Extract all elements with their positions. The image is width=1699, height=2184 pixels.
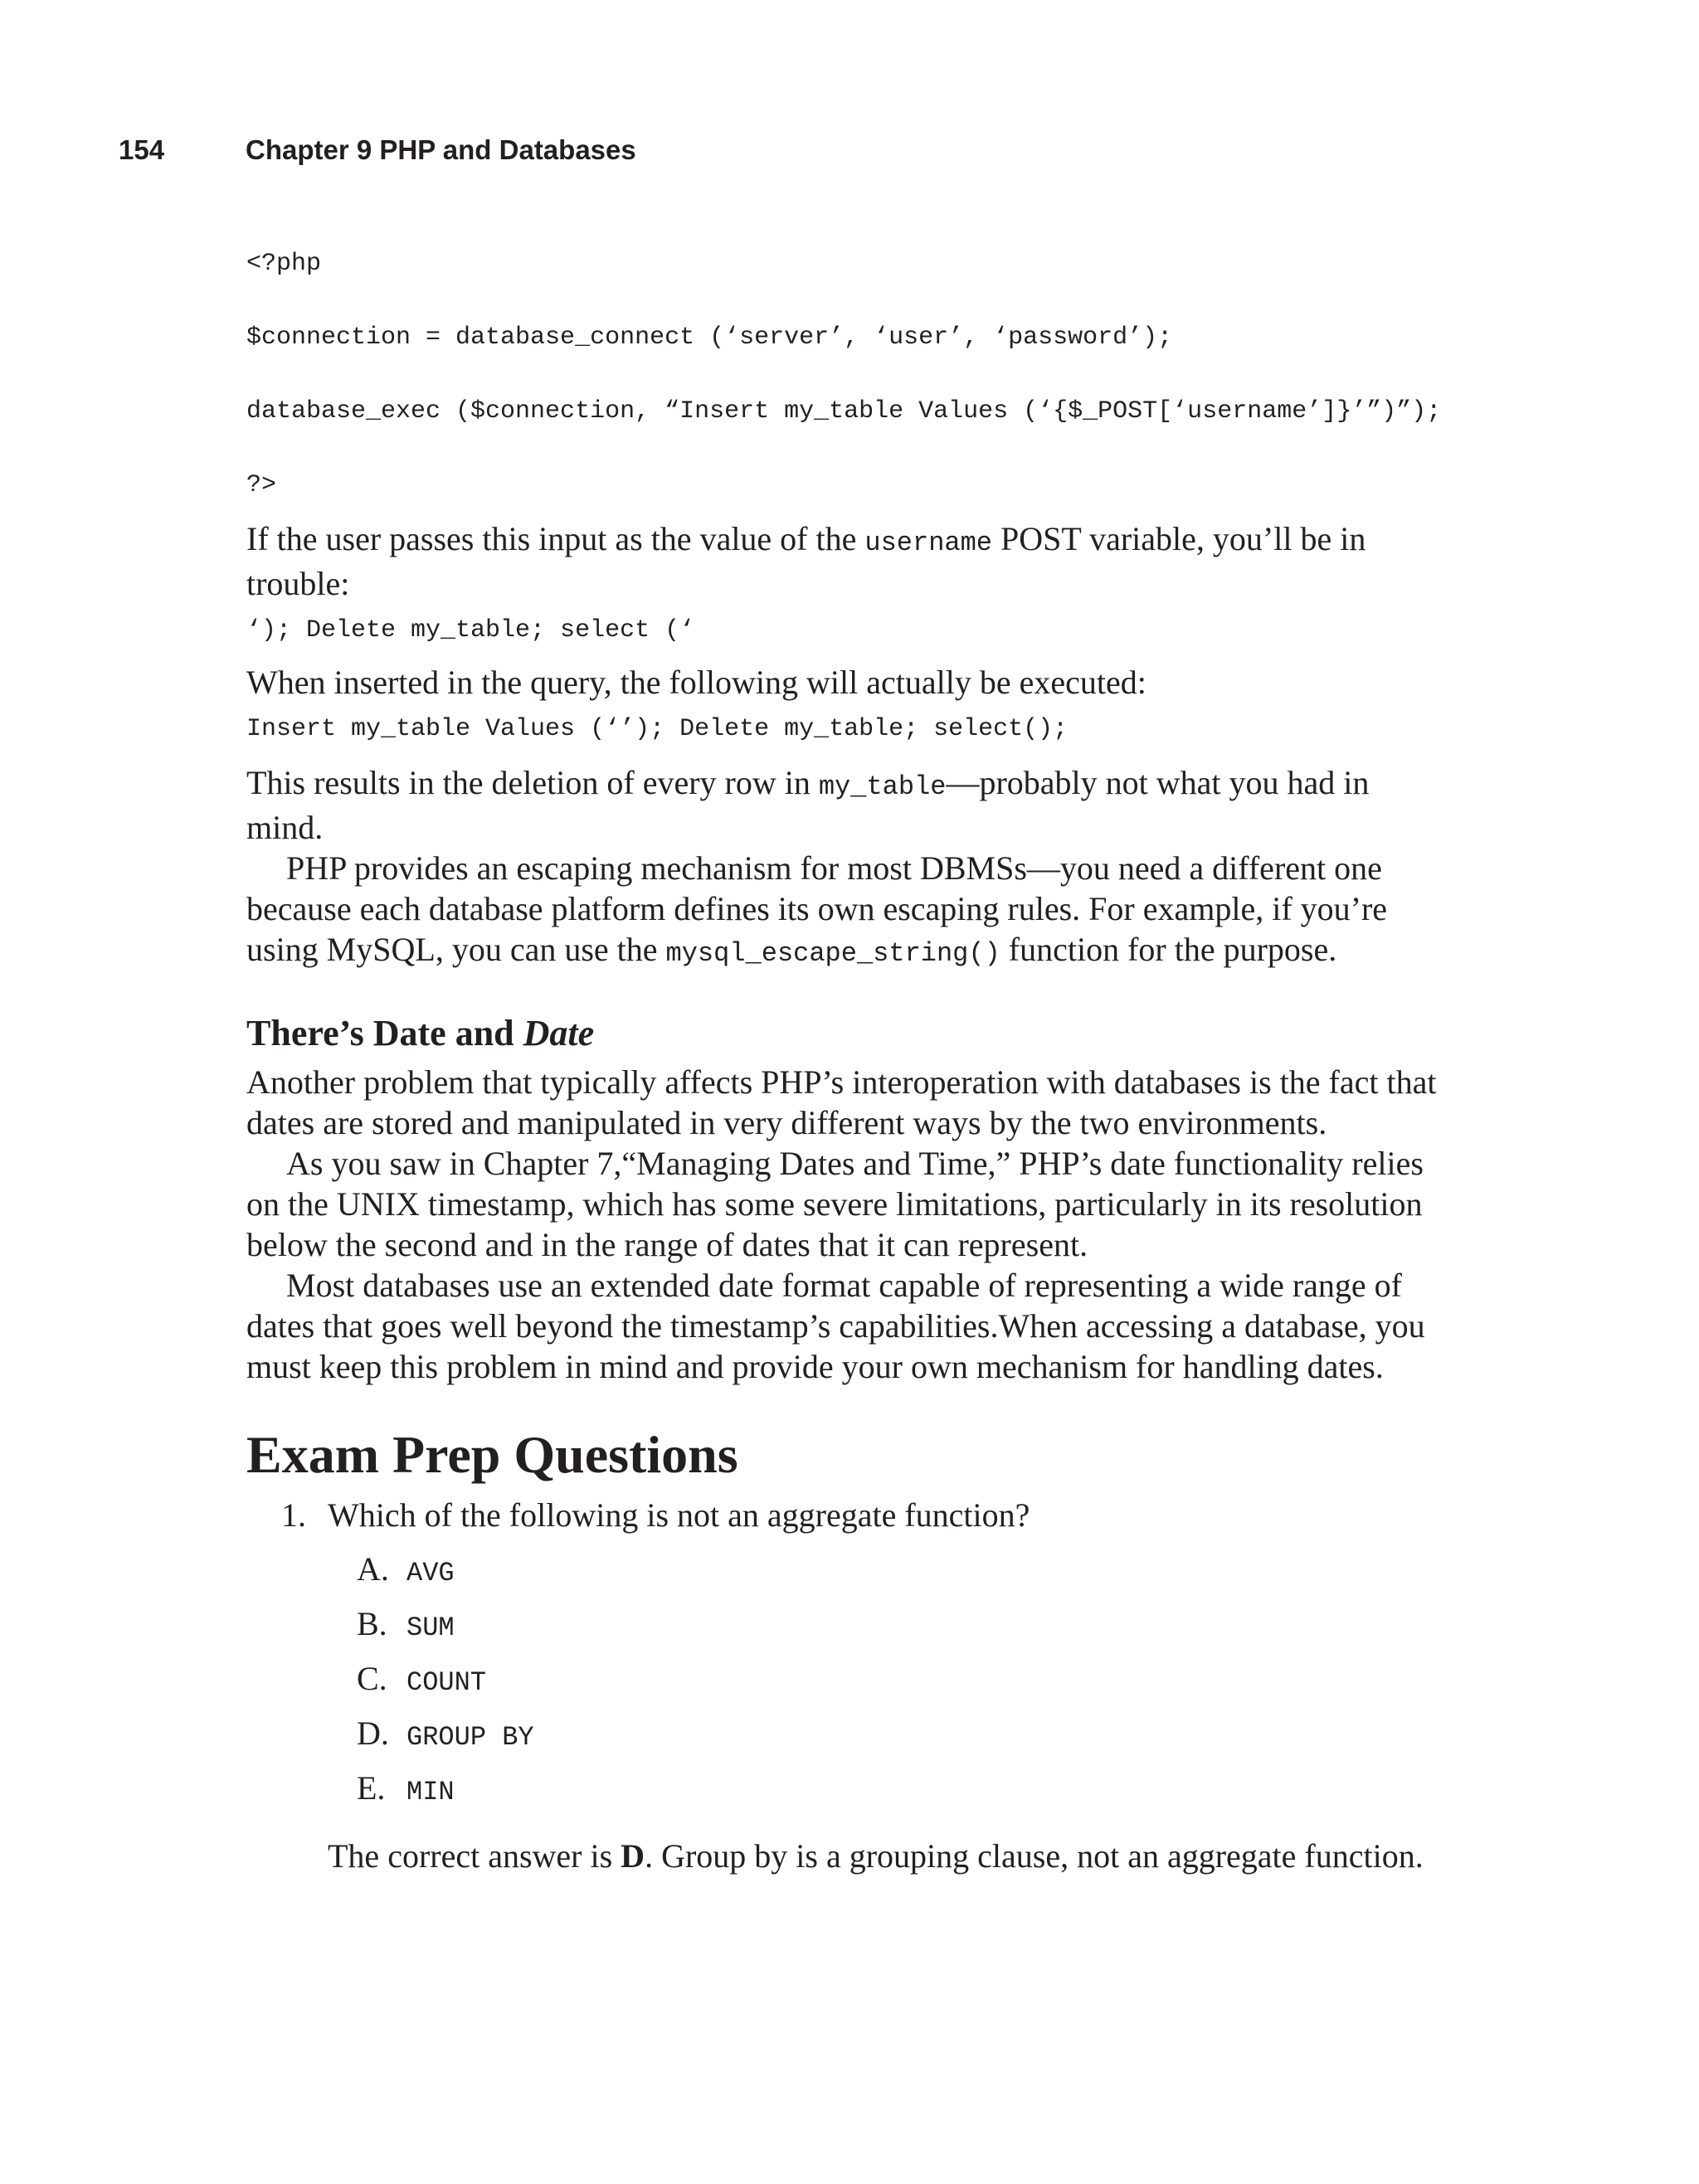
paragraph-date-2: As you saw in Chapter 7,“Managing Dates and Time,” PHP’s date functionality relies on the UNIX timestamp, which has some severe limitations, particularly in its resolution below the second and in the range of dates that it can represent. (246, 1145, 1424, 1263)
inline-code: my_table (818, 771, 947, 802)
page-number: 154 (119, 134, 165, 165)
paragraph-escaping: PHP provides an escaping mechanism for most DBMSs—you need a different one because each database platform defines its own escaping rules. For example, if you’re using MySQL, you can use the mysql_escape_string() function for the purpose. (246, 849, 1388, 969)
page-content (246, 247, 1449, 1876)
choice-d: D. GROUP BY (357, 1715, 534, 1753)
inline-code: mysql_escape_string() (665, 938, 1000, 969)
answer-choices (246, 1544, 1449, 1817)
chapter-title: Chapter 9 PHP and Databases (246, 134, 636, 165)
choice-b: B. SUM (357, 1605, 455, 1643)
choice-a: A. AVG (357, 1550, 455, 1588)
section-heading-date: There’s Date and Date (246, 1013, 595, 1053)
code-line: <?php (246, 250, 322, 278)
paragraph-trouble: If the user passes this input as the value of the username POST variable, you’ll be in trouble: (246, 520, 1366, 602)
code-line: database_exec ($connection, “Insert my_table Values (‘{$_POST[‘username’]}’”)”); (246, 397, 1442, 426)
malicious-input-code: ‘); Delete my_table; select (‘ (246, 616, 695, 644)
php-code-example (246, 247, 1449, 502)
exam-prep-heading: Exam Prep Questions (246, 1425, 738, 1484)
code-line: $connection = database_connect (‘server’, ‘user’, ‘password’); (246, 323, 1173, 352)
paragraph-date-3: Most databases use an extended date format capable of representing a wide range of dates that goes well beyond the timestamp’s capabilities.When accessing a database, you must keep this problem in mind and provide your own mechanism for handling dates. (246, 1267, 1425, 1385)
paragraph-inserted: When inserted in the query, the following will actually be executed: (246, 664, 1146, 701)
paragraph-result: This results in the deletion of every row in my_table—probably not what you had in mind. (246, 764, 1370, 846)
question-text: 1. Which of the following is not an aggregate function? (281, 1496, 1030, 1534)
paragraph-date-1: Another problem that typically affects PHP’s interoperation with databases is the fact that dates are stored and manipulated in very different ways by the two environments. (246, 1063, 1437, 1141)
answer-explanation: The correct answer is D. Group by is a grouping clause, not an aggregate function. (328, 1837, 1424, 1875)
choice-c: C. COUNT (357, 1660, 487, 1698)
question-list (246, 1495, 1449, 1876)
code-line: ?> (246, 471, 277, 499)
correct-answer-letter: D (621, 1837, 645, 1875)
question-item (246, 1495, 1449, 1876)
question-number: 1. (281, 1496, 306, 1534)
inline-code: username (864, 528, 992, 558)
choice-e: E. MIN (357, 1769, 455, 1807)
executed-query-code: Insert my_table Values (‘’); Delete my_table; select(); (246, 715, 1069, 743)
